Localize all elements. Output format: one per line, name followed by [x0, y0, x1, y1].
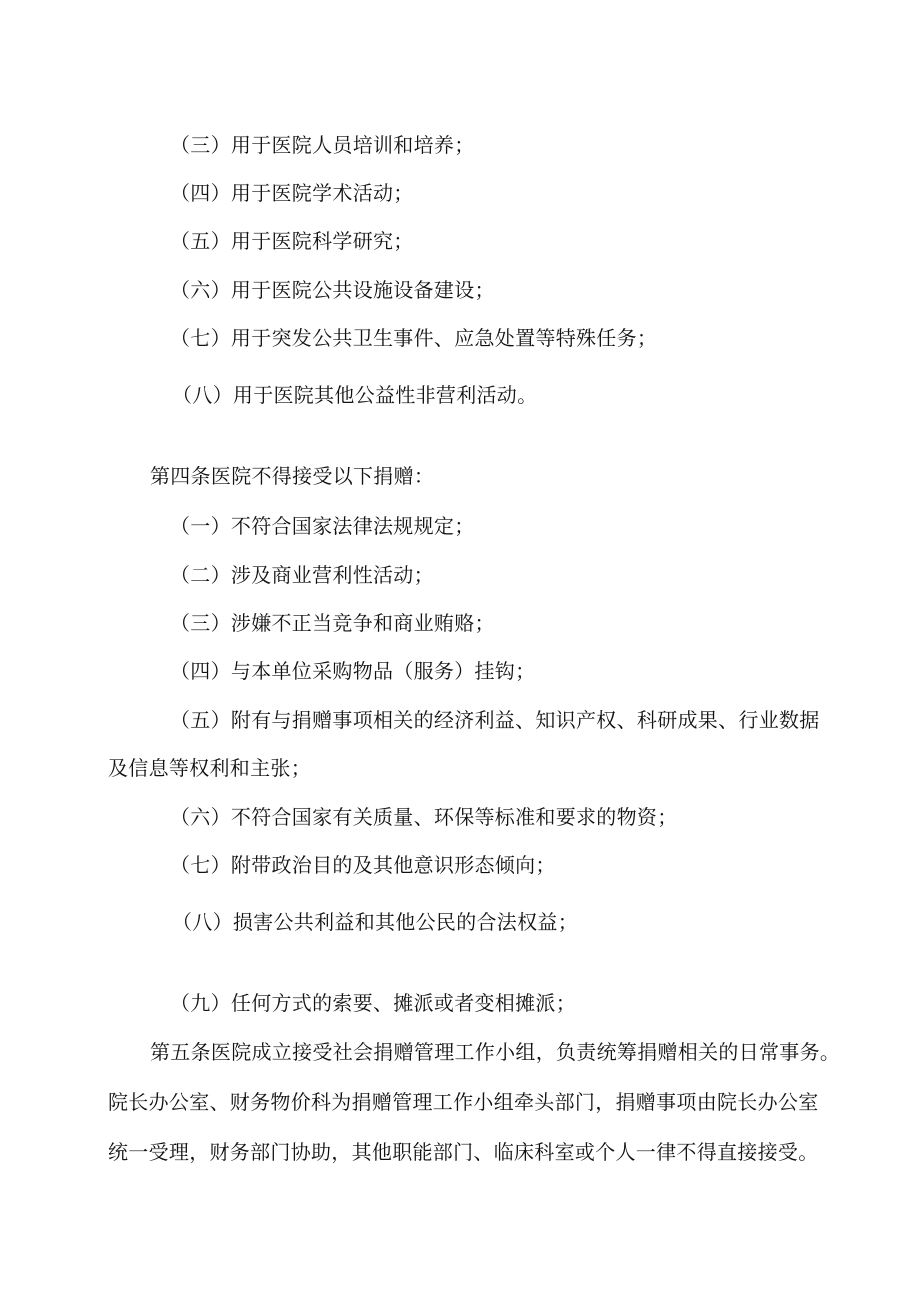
article-5-paragraph-line-2: 院长办公室、财务物价科为捐赠管理工作小组牵头部门，捐赠事项由院长办公室: [108, 1090, 819, 1114]
list-item-7-usage: （七）用于突发公共卫生事件、应急处置等特殊任务；: [170, 326, 658, 350]
article-5-paragraph: 第五条医院成立接受社会捐赠管理工作小组，负责统筹捐赠相关的日常事务。: [150, 1040, 841, 1064]
list-item-9-prohibited: （九）任何方式的索要、摊派或者变相摊派；: [170, 991, 576, 1015]
list-item-6-prohibited: （六）不符合国家有关质量、环保等标准和要求的物资；: [170, 805, 678, 829]
list-item-3-usage: （三）用于医院人员培训和培养；: [170, 133, 475, 157]
list-item-6-usage: （六）用于医院公共设施设备建设；: [170, 278, 495, 302]
list-item-4-prohibited: （四）与本单位采购物品（服务）挂钩；: [170, 659, 536, 683]
list-item-5-prohibited-continued: 及信息等权利和主张；: [108, 756, 311, 780]
list-item-2-prohibited: （二）涉及商业营利性活动；: [170, 563, 434, 587]
list-item-7-prohibited: （七）附带政治目的及其他意识形态倾向；: [170, 853, 556, 877]
list-item-5-prohibited: （五）附有与捐赠事项相关的经济利益、知识产权、科研成果、行业数据: [170, 708, 820, 732]
list-item-4-usage: （四）用于医院学术活动；: [170, 181, 414, 205]
list-item-3-prohibited: （三）涉嫌不正当竞争和商业贿赂；: [170, 611, 495, 635]
list-item-8-usage: （八）用于医院其他公益性非营利活动。: [172, 383, 538, 407]
article-4-heading: 第四条医院不得接受以下捐赠：: [150, 464, 435, 488]
list-item-8-prohibited: （八）损害公共利益和其他公民的合法权益；: [172, 910, 578, 934]
list-item-1-prohibited: （一）不符合国家法律法规规定；: [170, 514, 475, 538]
article-5-paragraph-line-3: 统一受理，财务部门协助，其他职能部门、临床科室或个人一律不得直接接受。: [108, 1140, 819, 1164]
list-item-5-usage: （五）用于医院科学研究；: [170, 229, 414, 253]
